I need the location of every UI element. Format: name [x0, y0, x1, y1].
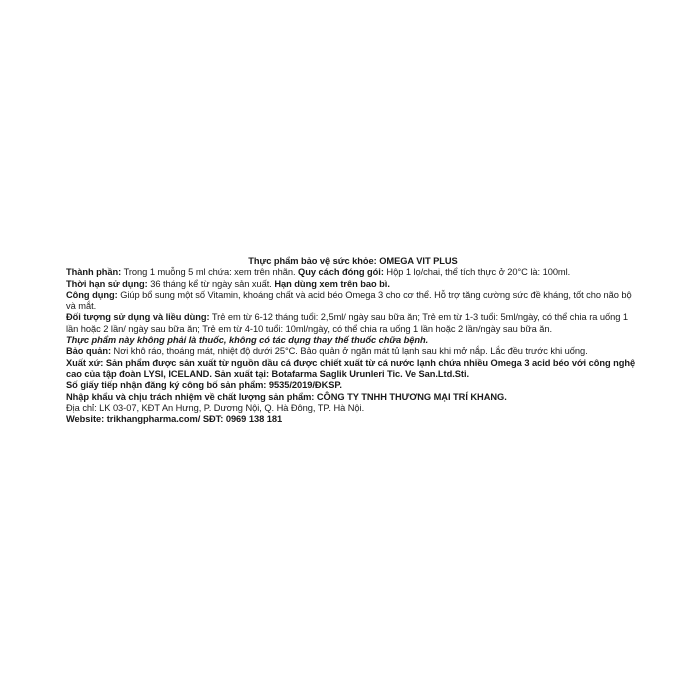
importer-text: Nhập khẩu và chịu trách nhiệm về chất lượng sản phẩm: CÔNG TY TNHH THƯƠNG MẠI TRÍ KHANG.: [66, 391, 507, 402]
registration-text: Số giấy tiếp nhận đăng ký công bố sản phẩm: 9535/2019/ĐKSP.: [66, 380, 342, 391]
dosage-line: [66, 312, 640, 335]
uses-text: Giúp bổ sung một số Vitamin, khoáng chất và acid béo Omega 3 cho cơ thể. Hỗ trợ tăng cường sức đề kháng, tốt cho não bộ và mắt.: [66, 289, 632, 312]
composition-label: Thành phần:: [66, 267, 122, 278]
product-title: Thực phẩm bảo vệ sức khỏe: OMEGA VIT PLUS: [248, 256, 458, 266]
product-label: [66, 256, 640, 425]
origin-text: Sản phẩm được sản xuất từ nguồn dầu cá được chiết xuất từ cá nước lạnh chứa nhiều Omega 3 acid béo với công nghệ cao của tập đoàn LYSI, ICELAND. Sản xuất tại: Botafarma Saglik Urunleri Tic. Ve San.Ltd.Sti.: [66, 357, 636, 379]
importer-line: [66, 392, 640, 403]
disclaimer-line: [66, 335, 640, 346]
website-text: Website: trikhangpharma.com/ SĐT: 0969 138 181: [66, 414, 283, 425]
packaging-label: Quy cách đóng gói:: [298, 267, 384, 278]
origin-label: Xuất xứ:: [66, 357, 104, 368]
disclaimer-text: Thực phẩm này không phải là thuốc, không có tác dụng thay thế thuốc chữa bệnh.: [66, 335, 429, 346]
storage-text: Nơi khô ráo, thoáng mát, nhiệt độ dưới 25°C. Bảo quản ở ngăn mát tủ lạnh sau khi mở nắp. Lắc đều trước khi uống.: [111, 346, 588, 357]
packaging-text: Hộp 1 lọ/chai, thể tích thực ở 20°C là: 100ml.: [383, 267, 571, 278]
registration-line: [66, 380, 640, 391]
storage-line: [66, 346, 640, 357]
address-text: Địa chỉ: LK 03-07, KĐT An Hưng, P. Dương Nội, Q. Hà Đông, TP. Hà Nội.: [66, 402, 365, 413]
origin-line: [66, 358, 640, 381]
storage-label: Bảo quản:: [66, 346, 111, 357]
shelf-life-line: [66, 279, 640, 290]
shelf-life-text: 36 tháng kể từ ngày sản xuất.: [147, 278, 275, 289]
uses-label: Công dụng:: [66, 289, 118, 300]
shelf-life-label: Thời hạn sử dụng:: [66, 278, 148, 289]
expiry-text: Hạn dùng xem trên bao bì.: [274, 278, 390, 289]
uses-line: [66, 290, 640, 313]
composition-text: Trong 1 muỗng 5 ml chứa: xem trên nhãn.: [121, 267, 299, 278]
dosage-text: Trẻ em từ 6-12 tháng tuổi: 2,5ml/ ngày sau bữa ăn; Trẻ em từ 1-3 tuổi: 5ml/ngày, có thể chia ra uống 1 lần hoặc 2 lần/ ngày sau bữa ăn; Trẻ em từ 4-10 tuổi: 10ml/ngày, có thể chia ra uống 1 lần hoặc 2 lần/ngày sau bữa ăn.: [66, 312, 629, 334]
composition-line: [66, 267, 640, 278]
website-line: [66, 414, 640, 425]
address-line: [66, 403, 640, 414]
dosage-label: Đối tượng sử dụng và liều dùng:: [66, 312, 210, 323]
